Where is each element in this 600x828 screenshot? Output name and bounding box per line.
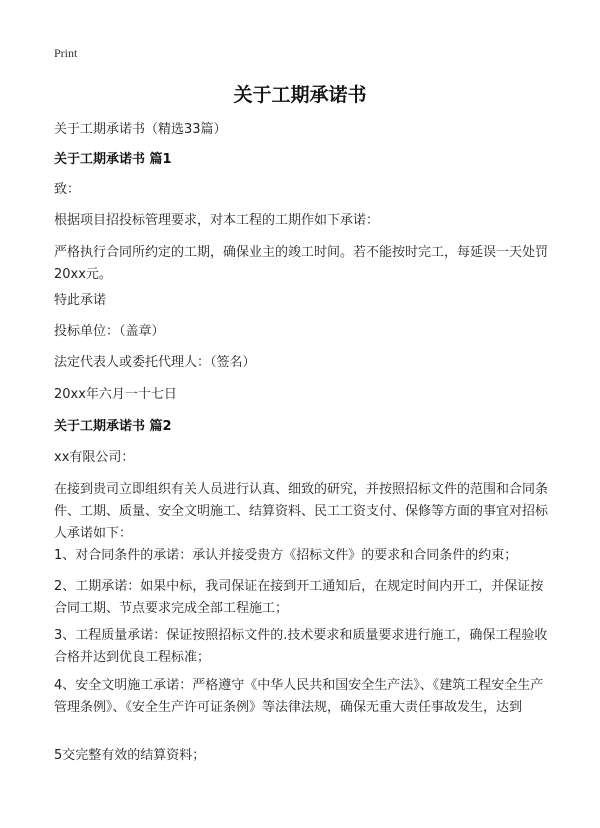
paragraph: 根据项目招投标管理要求，对本工程的工期作如下承诺： [54, 213, 380, 228]
paragraph: 20xx年六月一十七日 [54, 387, 177, 402]
paragraph: 法定代表人或委托代理人：（签名） [54, 355, 256, 370]
print-label: Print [54, 46, 78, 60]
paragraph: 严格执行合同所约定的工期，确保业主的竣工时间。若不能按时完工，每延误一天处罚20xx元。 [54, 245, 549, 282]
paragraph: 致： [54, 182, 81, 197]
paragraph: 在接到贵司立即组织有关人员进行认真、细致的研究，并按照招标文件的范围和合同条件、工期、质量、安全文明施工、结算资料、民工工资支付、保修等方面的事宜对招标人承诺如下： [54, 482, 549, 541]
section-heading: 关于工期承诺书 篇2 [54, 419, 172, 434]
paragraph: 特此承诺 [54, 293, 107, 308]
paragraph: 投标单位：（盖章） [54, 324, 165, 339]
section-heading: 关于工期承诺书 篇1 [54, 152, 172, 167]
document-title: 关于工期承诺书 [233, 84, 367, 106]
paragraph: 2、工期承诺：如果中标，我司保证在接到开工通知后，在规定时间内开工，并保证按合同工期、节点要求完成全部工程施工； [54, 579, 544, 616]
document-subtitle: 关于工期承诺书（精选33篇） [54, 122, 227, 137]
paragraph: xx有限公司： [54, 450, 135, 465]
paragraph: 4、安全文明施工承诺：严格遵守《中华人民共和国安全生产法》、《建筑工程安全生产管理条例》、《安全生产许可证条例》等法律法规，确保无重大责任事故发生，达到 [54, 678, 544, 715]
paragraph: 1、对合同条件的承诺：承认并接受贵方《招标文件》的要求和合同条件的约束； [54, 548, 518, 563]
paragraph: 3、工程质量承诺：保证按照招标文件的.技术要求和质量要求进行施工，确保工程验收合格并达到优良工程标准； [54, 628, 548, 665]
paragraph: 5交完整有效的结算资料； [54, 748, 206, 763]
